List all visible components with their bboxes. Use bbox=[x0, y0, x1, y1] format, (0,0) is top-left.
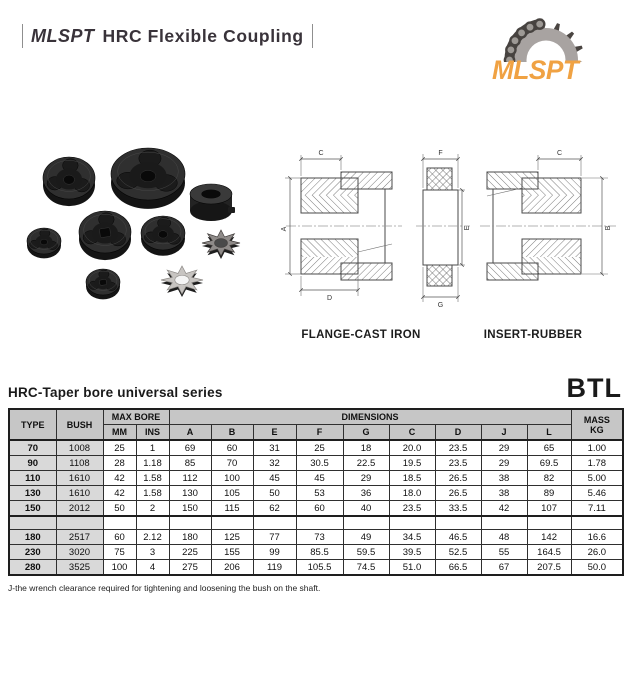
table-cell: 25 bbox=[296, 440, 343, 456]
table-row bbox=[9, 440, 623, 456]
table-cell: 1.58 bbox=[136, 471, 169, 486]
table-cell: 52.5 bbox=[435, 545, 481, 560]
col-header-c: C bbox=[389, 425, 435, 441]
col-header-dimensions: DIMENSIONS bbox=[169, 409, 571, 425]
table-cell: 23.5 bbox=[435, 456, 481, 471]
table-cell: 70 bbox=[211, 456, 253, 471]
table-cell: 85.5 bbox=[296, 545, 343, 560]
table-cell: 60 bbox=[103, 530, 136, 545]
table-cell: 20.0 bbox=[389, 440, 435, 456]
svg-text:C: C bbox=[318, 150, 324, 157]
coupling-section-drawing bbox=[280, 128, 630, 353]
table-cell: 29 bbox=[343, 471, 389, 486]
table-row bbox=[9, 456, 623, 471]
col-header-e: E bbox=[253, 425, 296, 441]
table-cell: 32 bbox=[253, 456, 296, 471]
table-cell: 42 bbox=[103, 471, 136, 486]
table-cell: 100 bbox=[103, 560, 136, 576]
table-cell: 107 bbox=[527, 501, 571, 517]
table-cell: 280 bbox=[9, 560, 56, 576]
coupling-flange-photo bbox=[27, 228, 61, 258]
col-header-a: A bbox=[169, 425, 211, 441]
table-cell: 3525 bbox=[56, 560, 103, 576]
svg-text:E: E bbox=[464, 225, 471, 231]
table-cell: 60 bbox=[211, 440, 253, 456]
table-cell: 1108 bbox=[56, 456, 103, 471]
col-header-l: L bbox=[527, 425, 571, 441]
svg-text:B: B bbox=[605, 225, 612, 231]
caption-flange: FLANGE-CAST IRON bbox=[301, 329, 421, 341]
table-cell: 1 bbox=[136, 440, 169, 456]
table-cell: 50 bbox=[253, 486, 296, 501]
table-cell: 22.5 bbox=[343, 456, 389, 471]
table-cell: 26.5 bbox=[435, 471, 481, 486]
section-title: HRC-Taper bore universal series bbox=[8, 385, 223, 401]
table-cell: 39.5 bbox=[389, 545, 435, 560]
table-group-2 bbox=[9, 530, 623, 576]
table-cell: 55 bbox=[481, 545, 527, 560]
table-cell: 26.0 bbox=[571, 545, 623, 560]
table-cell: 42 bbox=[103, 486, 136, 501]
table-cell: 7.11 bbox=[571, 501, 623, 517]
table-cell: 1.18 bbox=[136, 456, 169, 471]
table-row bbox=[9, 486, 623, 501]
table-cell: 180 bbox=[169, 530, 211, 545]
table-cell: 34.5 bbox=[389, 530, 435, 545]
table-cell: 29 bbox=[481, 440, 527, 456]
table-cell: 1008 bbox=[56, 440, 103, 456]
table-row bbox=[9, 530, 623, 545]
table-cell: 225 bbox=[169, 545, 211, 560]
table-cell: 48 bbox=[481, 530, 527, 545]
logo-wordmark: MLSPT bbox=[492, 55, 579, 85]
table-cell: 28 bbox=[103, 456, 136, 471]
table-cell: 110 bbox=[9, 471, 56, 486]
divider-bar bbox=[22, 24, 23, 48]
page-header bbox=[22, 24, 313, 48]
table-cell: 50 bbox=[103, 501, 136, 517]
drawing-flange-right bbox=[480, 150, 616, 280]
table-cell: 18.5 bbox=[389, 471, 435, 486]
svg-text:G: G bbox=[437, 302, 444, 309]
coupling-product-photo bbox=[22, 118, 272, 328]
table-cell: 23.5 bbox=[389, 501, 435, 517]
footnote: J-the wrench clearance required for tightening and loosening the bush on the shaft. bbox=[8, 583, 321, 593]
table-cell: 33.5 bbox=[435, 501, 481, 517]
table-cell: 2 bbox=[136, 501, 169, 517]
table-cell: 1.58 bbox=[136, 486, 169, 501]
col-header-type: TYPE bbox=[9, 409, 56, 440]
spacer-row bbox=[9, 516, 623, 530]
drawing-flange-left bbox=[281, 150, 402, 302]
coupling-flange-photo bbox=[141, 216, 185, 256]
table-cell: 74.5 bbox=[343, 560, 389, 576]
table-cell: 73 bbox=[296, 530, 343, 545]
table-cell: 112 bbox=[169, 471, 211, 486]
table-cell: 1.78 bbox=[571, 456, 623, 471]
taper-bush-photo bbox=[190, 184, 235, 221]
table-cell: 130 bbox=[9, 486, 56, 501]
table-row bbox=[9, 471, 623, 486]
table-cell: 49 bbox=[343, 530, 389, 545]
table-cell: 275 bbox=[169, 560, 211, 576]
col-header-j: J bbox=[481, 425, 527, 441]
table-cell: 38 bbox=[481, 471, 527, 486]
drawing-insert-middle bbox=[416, 150, 471, 309]
table-cell: 150 bbox=[9, 501, 56, 517]
table-cell: 119 bbox=[253, 560, 296, 576]
coupling-flange-photo bbox=[111, 148, 185, 209]
table-cell: 207.5 bbox=[527, 560, 571, 576]
table-cell: 2012 bbox=[56, 501, 103, 517]
table-row bbox=[9, 545, 623, 560]
table-cell: 105.5 bbox=[296, 560, 343, 576]
table-cell: 130 bbox=[169, 486, 211, 501]
table-cell: 89 bbox=[527, 486, 571, 501]
svg-text:A: A bbox=[281, 226, 288, 232]
col-header-max-bore: MAX BORE bbox=[103, 409, 169, 425]
table-cell: 18.0 bbox=[389, 486, 435, 501]
table-cell: 105 bbox=[211, 486, 253, 501]
col-header-b: B bbox=[211, 425, 253, 441]
col-header-g: G bbox=[343, 425, 389, 441]
table-cell: 53 bbox=[296, 486, 343, 501]
divider-bar bbox=[312, 24, 313, 48]
mass-label: MASS bbox=[583, 414, 610, 425]
svg-text:D: D bbox=[326, 295, 333, 302]
table-cell: 150 bbox=[169, 501, 211, 517]
table-cell: 125 bbox=[211, 530, 253, 545]
table-cell: 2517 bbox=[56, 530, 103, 545]
table-cell: 75 bbox=[103, 545, 136, 560]
coupling-flange-photo bbox=[79, 211, 131, 260]
table-cell: 31 bbox=[253, 440, 296, 456]
table-cell: 82 bbox=[527, 471, 571, 486]
table-cell: 65 bbox=[527, 440, 571, 456]
table-cell: 164.5 bbox=[527, 545, 571, 560]
table-cell: 206 bbox=[211, 560, 253, 576]
table-cell: 50.0 bbox=[571, 560, 623, 576]
table-head bbox=[9, 409, 623, 440]
table-cell: 1610 bbox=[56, 486, 103, 501]
table-cell: 70 bbox=[9, 440, 56, 456]
table-cell: 60 bbox=[296, 501, 343, 517]
table-cell: 40 bbox=[343, 501, 389, 517]
table-cell: 90 bbox=[9, 456, 56, 471]
table-cell: 30.5 bbox=[296, 456, 343, 471]
brand-name: MLSPT bbox=[31, 25, 95, 46]
table-cell: 77 bbox=[253, 530, 296, 545]
table-cell: 180 bbox=[9, 530, 56, 545]
table-cell: 26.5 bbox=[435, 486, 481, 501]
table-row bbox=[9, 560, 623, 576]
table-cell: 16.6 bbox=[571, 530, 623, 545]
svg-text:F: F bbox=[438, 150, 443, 157]
table-cell: 59.5 bbox=[343, 545, 389, 560]
table-cell: 66.5 bbox=[435, 560, 481, 576]
table-cell: 45 bbox=[296, 471, 343, 486]
table-cell: 42 bbox=[481, 501, 527, 517]
kg-label: KG bbox=[590, 424, 604, 435]
table-cell: 230 bbox=[9, 545, 56, 560]
table-cell: 67 bbox=[481, 560, 527, 576]
table-cell: 19.5 bbox=[389, 456, 435, 471]
col-header-d: D bbox=[435, 425, 481, 441]
coupling-flange-photo bbox=[86, 269, 120, 299]
svg-text:C: C bbox=[556, 150, 563, 157]
table-cell: 36 bbox=[343, 486, 389, 501]
table-cell: 5.46 bbox=[571, 486, 623, 501]
col-header-bush: BUSH bbox=[56, 409, 103, 440]
series-code-badge: BTL bbox=[566, 373, 622, 403]
table-cell: 100 bbox=[211, 471, 253, 486]
coupling-flange-photo bbox=[43, 157, 95, 206]
page-title: HRC Flexible Coupling bbox=[102, 25, 304, 46]
section-row bbox=[8, 373, 622, 403]
table-cell: 45 bbox=[253, 471, 296, 486]
table-cell: 46.5 bbox=[435, 530, 481, 545]
table-cell: 2.12 bbox=[136, 530, 169, 545]
table-cell: 115 bbox=[211, 501, 253, 517]
table-cell: 1610 bbox=[56, 471, 103, 486]
col-header-mass bbox=[571, 409, 623, 440]
table-row bbox=[9, 501, 623, 517]
col-header-mm: MM bbox=[103, 425, 136, 441]
rubber-insert-spider-photo bbox=[202, 230, 240, 259]
caption-insert: INSERT-RUBBER bbox=[483, 329, 583, 341]
rubber-insert-spider-photo bbox=[161, 266, 203, 297]
table-cell: 5.00 bbox=[571, 471, 623, 486]
table-cell: 3 bbox=[136, 545, 169, 560]
table-cell: 38 bbox=[481, 486, 527, 501]
table-cell: 51.0 bbox=[389, 560, 435, 576]
table-cell: 4 bbox=[136, 560, 169, 576]
table-cell: 29 bbox=[481, 456, 527, 471]
table-cell: 85 bbox=[169, 456, 211, 471]
table-cell: 99 bbox=[253, 545, 296, 560]
table-cell: 69.5 bbox=[527, 456, 571, 471]
table-cell: 142 bbox=[527, 530, 571, 545]
table-cell: 1.00 bbox=[571, 440, 623, 456]
table-cell: 18 bbox=[343, 440, 389, 456]
table-cell: 69 bbox=[169, 440, 211, 456]
table-group-1 bbox=[9, 440, 623, 516]
col-header-f: F bbox=[296, 425, 343, 441]
spec-table bbox=[8, 408, 624, 576]
table-spacer bbox=[9, 516, 623, 530]
table-cell: 62 bbox=[253, 501, 296, 517]
table-cell: 25 bbox=[103, 440, 136, 456]
table-cell: 3020 bbox=[56, 545, 103, 560]
col-header-ins: INS bbox=[136, 425, 169, 441]
table-cell: 23.5 bbox=[435, 440, 481, 456]
table-cell: 155 bbox=[211, 545, 253, 560]
